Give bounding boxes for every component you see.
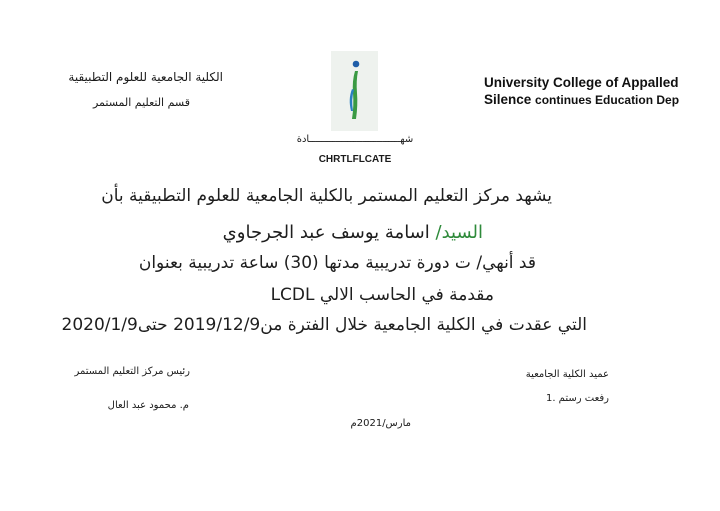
course-title: LCDL مقدمة في الحاسب الالي: [270, 285, 494, 305]
recipient-prefix: السيد/: [435, 222, 483, 243]
department-name-arabic: قسم التعليم المستمر: [92, 96, 190, 109]
department-name-english-main: Silence: [484, 92, 532, 107]
course-completion-line: قد أنهي/ ت دورة تدريبية مدتها (30) ساعة تدريبية بعنوان: [138, 253, 536, 273]
recipient-line: [223, 222, 483, 243]
certificate-title-english: CHRTLFLCATE: [318, 154, 392, 165]
dean-title: عميد الكلية الجامعية: [525, 369, 609, 380]
college-logo: [331, 51, 378, 131]
dean-name: رفعت رستم .1: [545, 393, 609, 404]
college-logo-icon: [331, 51, 378, 131]
center-head-name: م. محمود عبد العال: [107, 400, 189, 411]
college-name-english: University College of Appalled: [484, 75, 679, 90]
college-name-arabic: الكلية الجامعية للعلوم التطبيقية: [68, 70, 223, 84]
certificate-intro: يشهد مركز التعليم المستمر بالكلية الجامعية للعلوم التطبيقية بأن: [101, 186, 552, 206]
department-name-english: [484, 92, 679, 107]
certificate-title-arabic: شهـــــــــــــــــــــــــــــــادة: [296, 134, 414, 145]
recipient-name: اسامة يوسف عبد الجرجاوي: [222, 222, 436, 243]
course-period: التي عقدت في الكلية الجامعية خلال الفترة من2019/12/9 حتى2020/1/9: [61, 315, 587, 335]
department-name-english-rest: continues Education Dep: [535, 93, 680, 107]
issue-date: مارس/2021م: [350, 418, 411, 429]
center-head-title: رئيس مركز التعليم المستمر: [74, 366, 190, 377]
